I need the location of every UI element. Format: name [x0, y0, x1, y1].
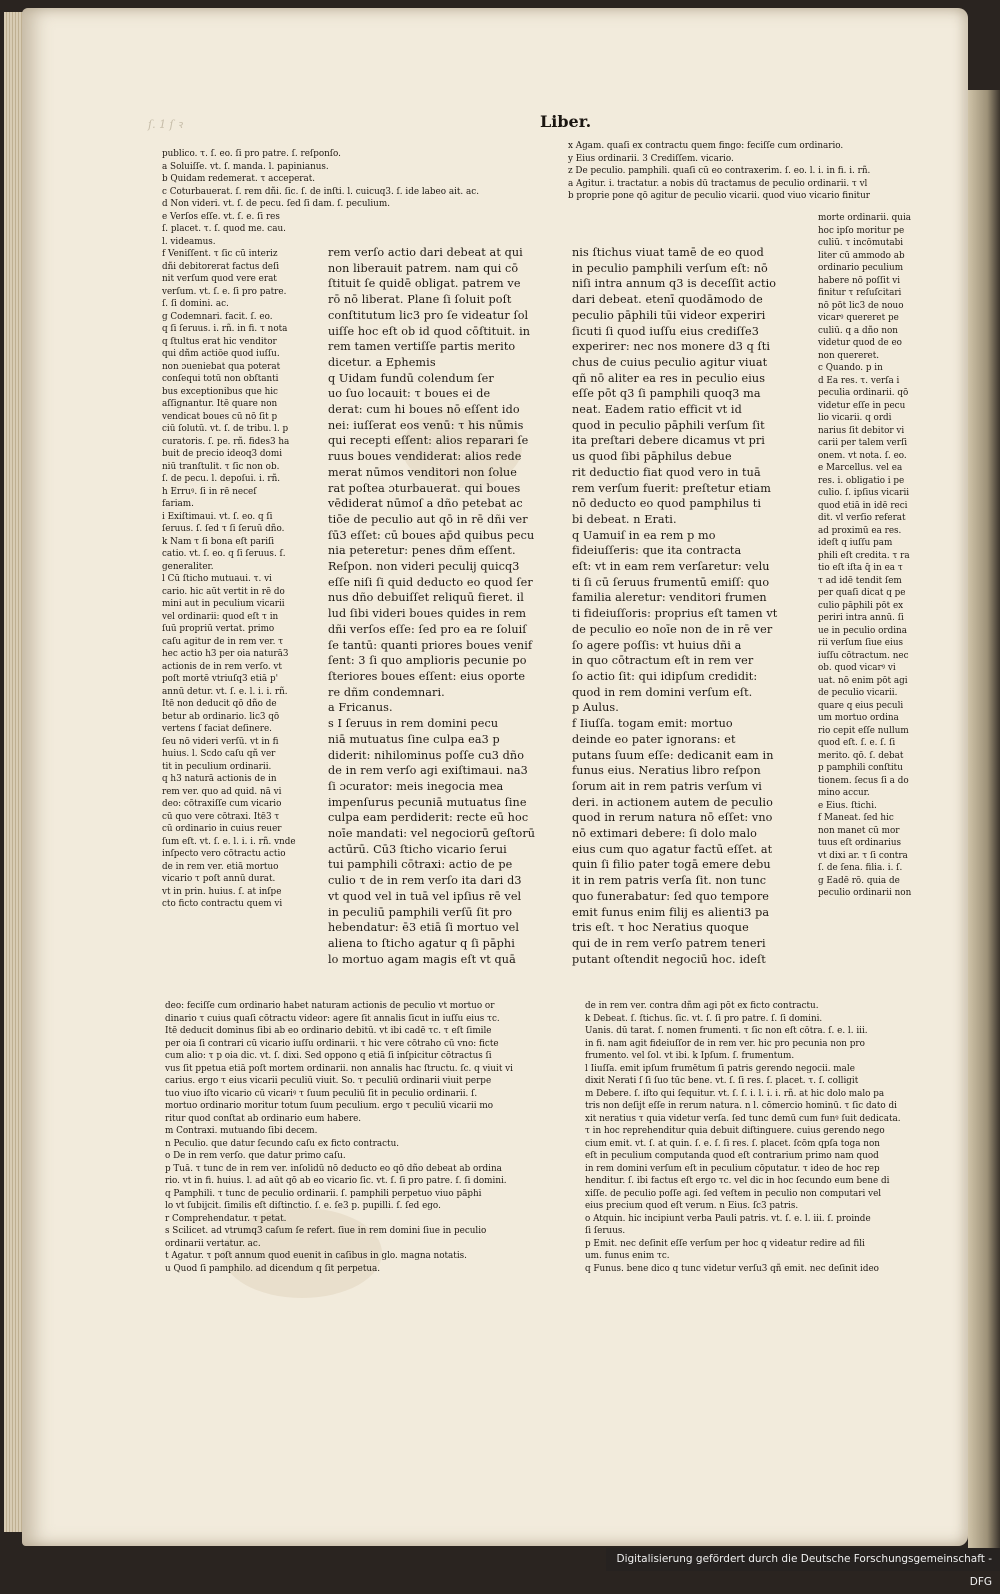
- text-line: vt dixi ar. τ ſi contra: [818, 850, 908, 861]
- text-line: t Agatur. τ poſt annum quod euenit in caſibus in glo. magna notatis.: [165, 1251, 467, 1261]
- text-line: ſum eſt. vt. ſ. e. l. i. i. rñ. vnde: [162, 836, 296, 847]
- text-line: hec actio h3 per oia naturā3: [162, 649, 289, 659]
- text-line: l. videamus.: [162, 236, 216, 247]
- text-line: r Comprehendatur. τ petat.: [165, 1213, 287, 1224]
- text-line: aſſignantur. Itē quare non: [162, 399, 278, 409]
- text-line: de peculio eo noīe non de in rē ver: [572, 622, 773, 636]
- text-line: x Agam. quaſi ex contractu quem fingo: feciſſe cum ordinario.: [568, 141, 844, 151]
- text-line: poſt mortē vtriuſq3 etiā p': [162, 674, 279, 684]
- text-line: publico. τ. ſ. eo. ſi pro patre. ſ. reſponſo.: [162, 149, 341, 159]
- text-line: vt in prin. huius. ſ. at inſpe: [162, 886, 282, 897]
- text-line: eſt: vt in eam rem verſaretur: velu: [572, 560, 770, 574]
- text-line: habere nō poſſit vi: [818, 275, 901, 286]
- text-line: mino accur.: [818, 788, 870, 798]
- text-line: ciū ſolutū. vt. ſ. de tribu. l. p: [162, 424, 289, 434]
- text-line: conſequi totū non obſtanti: [162, 374, 279, 384]
- text-line: q Pamphili. τ tunc de peculio ordinarii. ſ. pamphili perpetuo viuo pāphi: [165, 1188, 482, 1199]
- text-line: q ſi ſeruus. i. rñ. in fi. τ nota: [162, 324, 288, 334]
- gloss-bottom-right: [585, 1000, 945, 1290]
- text-line: Itē non deducit qō dño de: [162, 699, 277, 709]
- text-line: neat. Eadem ratio efficit vt id: [572, 403, 742, 417]
- text-line: ſ. placet. τ. ſ. quod me. cau.: [162, 224, 286, 234]
- text-line: xit neratius τ quia videtur verſa. ſed tunc demū cum funꝰ ſuit dedicata.: [585, 1113, 901, 1124]
- main-text-left-column: [328, 245, 568, 990]
- main-text-right-column: [572, 245, 812, 990]
- text-line: p Emit. nec deſinit eſſe verſum per hoc q videatur redire ad fili: [585, 1238, 865, 1249]
- text-line: experirer: nec nos monere d3 q ſti: [572, 340, 771, 354]
- text-line: rio cepit eſſe nullum: [818, 725, 909, 736]
- text-line: niū tranſtulit. τ ſic non ob.: [162, 461, 280, 472]
- text-line: culio pāphili pōt ex: [818, 600, 904, 611]
- credit-text: Digitalisierung gefördert durch die Deutsche Forschungsgemeinschaft - DFG: [616, 1553, 992, 1588]
- text-line: q Uidam fundū colendum ſer: [328, 371, 494, 385]
- text-line: eſt in peculium computanda quod eſt contrarium primo nam quod: [585, 1151, 879, 1161]
- text-line: periri intra annū. ſi: [818, 613, 904, 623]
- text-line: Uanis. dū tarat. ſ. nomen frumenti. τ ſic non eſt cōtra. ſ. e. l. iii.: [585, 1026, 868, 1036]
- text-line: ſo agere poſſis: vt huius dñi a: [572, 638, 742, 652]
- text-line: niā mutuatus ſine culpa ea3 p: [328, 732, 500, 746]
- text-line: eſſe niſi ſi quid deducto eo quod ſer: [328, 575, 533, 589]
- text-line: a Soluiſſe. vt. ſ. manda. l. papinianus.: [162, 161, 329, 172]
- text-line: eius cum quo agatur factū eſſet. at: [572, 842, 773, 856]
- text-line: ſ. ſi domini. ac.: [162, 299, 229, 309]
- text-line: quod in peculio pāphili verſum ſit: [572, 418, 765, 432]
- text-line: conſtitutum lic3 pro ſe videatur ſol: [328, 308, 529, 322]
- text-line: dinario τ cuius quaſi cōtractu videor: agere ſit annalis ſicut in iuſſu eius τc.: [165, 1013, 500, 1024]
- text-line: a Fricanus.: [328, 701, 393, 715]
- text-line: quod in rem domini verſum eſt.: [572, 685, 753, 699]
- text-line: vicario τ poſt annū durat.: [162, 874, 276, 884]
- text-line: dit. vl verſio referat: [818, 513, 906, 523]
- text-line: vendicat boues cū nō ſit p: [162, 411, 278, 422]
- text-line: bus exceptionibus que hic: [162, 386, 278, 397]
- text-line: rit deductio fiat quod vero in tuā: [572, 465, 761, 479]
- text-line: a Agitur. i. tractatur. a nobis dū tractamus de peculio ordinarii. τ vl: [568, 178, 868, 189]
- text-line: vus ſit ppetua etiā poſt mortem ordinarii. non annalis hac ſtructu. ſc. q viuit vi: [165, 1063, 513, 1074]
- text-line: bi debeat. n Erati.: [572, 512, 677, 526]
- text-line: nō pōt lic3 de nouo: [818, 300, 904, 311]
- text-line: quo funerabatur: ſed quo tempore: [572, 889, 769, 903]
- text-line: tit in peculium ordinarii.: [162, 761, 272, 772]
- text-line: deri. in actionem autem de peculio: [572, 795, 773, 809]
- text-line: diderit: nihilominus poſſe cu3 dño: [328, 748, 525, 762]
- text-line: nis ſtichus viuat tamē de eo quod: [572, 246, 764, 259]
- text-line: onem. vt nota. ſ. eo.: [818, 450, 907, 461]
- text-line: aliena to ſticho agatur q ſi pāphi: [328, 936, 515, 950]
- digitization-credit-bar: [606, 1548, 1000, 1588]
- text-line: us quod ſibi pāphilus debue: [572, 450, 732, 464]
- text-line: culiū. τ incōmutabi: [818, 238, 904, 248]
- text-line: de in rem verſo agi exiſtimaui. na3: [328, 764, 528, 778]
- text-line: qui de in rem verſo patrem teneri: [572, 936, 766, 950]
- text-line: iuſſu cōtractum. nec: [818, 650, 909, 661]
- text-line: qui dñm actiōe quod iuſſu.: [162, 349, 280, 359]
- text-line: uo ſuo locauit: τ boues ei de: [328, 387, 491, 401]
- text-line: impenſurus pecuniā mutuatus ſine: [328, 795, 527, 809]
- text-line: h Erruꝰ. ſi in rē neceſ: [162, 486, 257, 497]
- text-line: re dñm condemnari.: [328, 685, 445, 699]
- text-line: ſi ɔcurator: meis inegocia mea: [328, 779, 504, 793]
- text-line: carius. ergo τ eius vicarii peculiū viuit. So. τ peculiū ordinarii viuit perpe: [165, 1076, 492, 1086]
- text-line: dñi verſos eſſe: ſed pro ea re ſoluiſ: [328, 622, 527, 636]
- text-line: ſent: 3 ſi quo amplioris pecunie po: [328, 654, 527, 668]
- text-line: c Coturbauerat. ſ. rem dñi. ſic. ſ. de inſti. l. cuicuq3. ſ. ide labeo ait. ac.: [162, 186, 479, 197]
- text-line: cium emit. vt. ſ. at quin. ſ. e. ſ. ſi res. ſ. placet. ſcōm qpſa toga non: [585, 1138, 880, 1149]
- text-line: dñi debitorerat factus deſi: [162, 261, 280, 272]
- text-line: ordinarii vertatur. ac.: [165, 1238, 261, 1249]
- text-line: quare q eius peculi: [818, 700, 904, 711]
- text-line: tuo viuo iſto vicario cū vicariꝰ τ ſuum peculiū ſit in peculio ordinarii. ſ.: [165, 1088, 478, 1099]
- text-line: vēdiderat nūmoſ a dño petebat ac: [328, 497, 523, 511]
- text-line: in quo cōtractum eſt in rem ver: [572, 654, 754, 668]
- text-line: buit de precio ideoq3 domi: [162, 449, 283, 459]
- text-line: l Iiuſſa. emit ipſum frumētum ſi patris gerendo negocii. male: [585, 1063, 855, 1074]
- text-line: rem verſo actio dari debeat at qui: [328, 246, 523, 259]
- text-line: vicarꝰ quereret pe: [818, 313, 899, 323]
- facing-page-edge: [968, 90, 1000, 1550]
- text-line: q ſtultus erat hic venditor: [162, 336, 277, 347]
- text-line: actūrū. Cū3 ſticho vicario ſerui: [328, 842, 507, 856]
- text-line: q Funus. bene dico q tunc videtur verſu3 qñ emit. nec deſinit ideo: [585, 1263, 879, 1274]
- text-line: in rem domini verſum eſt in peculium cōputatur. τ ideo de hoc rep: [585, 1163, 880, 1174]
- text-line: ſū3 eſſet: cū boues ap̄d quibus pecu: [328, 528, 535, 542]
- text-line: ue in peculio ordina: [818, 625, 907, 636]
- text-line: in peculiū pamphili verſū ſit pro: [328, 905, 513, 919]
- text-line: xiſſe. de peculio poſſe agi. ſed veſtem in peculio non computari vel: [585, 1188, 882, 1199]
- text-line: k Debeat. ſ. ſtichus. ſic. vt. ſ. ſi pro patre. ſ. ſi domini.: [585, 1013, 823, 1024]
- text-line: tio eſt iſta q̄ in ea τ: [818, 563, 903, 573]
- text-line: ſteriores boues eſſent: eius oporte: [328, 669, 526, 683]
- text-line: dari debeat. etenī quodāmodo de: [572, 293, 763, 307]
- text-line: Reſpon. non videri peculij quicq3: [328, 560, 520, 574]
- text-line: fariam.: [162, 499, 194, 509]
- text-line: y Eius ordinarii. 3 Crediſſem. vicario.: [568, 153, 734, 164]
- text-line: nō extimari debere: ſi dolo malo: [572, 827, 757, 841]
- text-line: ideſt q iuſſu pam: [818, 538, 893, 548]
- text-line: culio. ſ. ipſius vicarii: [818, 488, 910, 498]
- text-line: culpa eam perdiderit: recte eū hoc: [328, 811, 529, 825]
- text-line: τ ad idē tendit ſem: [818, 575, 902, 586]
- text-line: per quaſi dicat q pe: [818, 588, 906, 598]
- text-line: q h3 naturā actionis de in: [162, 774, 277, 784]
- text-line: liter cū ammodo ab: [818, 250, 905, 261]
- text-line: k Nam τ ſi bona eſt pariſi: [162, 536, 275, 547]
- text-line: f Maneat. ſed hic: [818, 813, 894, 823]
- text-line: e Verſos eſſe. vt. ſ. e. ſi res: [162, 211, 280, 222]
- bleed-through-text: ſ. 1 ſ ꝛ: [148, 118, 183, 131]
- text-line: fideiuſſeris: que ita contracta: [572, 544, 742, 558]
- text-line: narius ſit debitor vi: [818, 425, 905, 436]
- text-line: rii verſum ſiue eius: [818, 638, 904, 648]
- text-line: mortuo ordinario moritur totum ſuum peculium. ergo τ peculiū vicarii mo: [165, 1101, 494, 1111]
- text-line: s I ſeruus in rem domini pecu: [328, 717, 499, 731]
- text-line: rio. vt in fi. huius. l. ad aūt qō ab eo vicario ſic. vt. ſ. ſi pro patre. ſ. ſi domini.: [165, 1176, 507, 1186]
- text-line: non manet cū mor: [818, 825, 900, 836]
- text-line: videtur eſſe in pecu: [818, 400, 906, 411]
- text-line: dixit Nerati ſ ſi ſuo tūc bene. vt. ſ. ſi res. ſ. placet. τ. ſ. colligit: [585, 1076, 859, 1086]
- text-line: catio. vt. ſ. eo. q ſi ſeruus. ſ.: [162, 549, 286, 559]
- text-line: nei: iuſſerat eos venū: τ his nūmis: [328, 418, 524, 432]
- text-line: Itē deducit dominus ſibi ab eo ordinario debitū. vt ibi cadē τc. τ eſt ſimile: [165, 1026, 492, 1036]
- text-line: res. i. obligatio i pe: [818, 475, 905, 486]
- text-line: τ in hoc reprehenditur quia debuit diſtinguere. cuius gerendo nego: [585, 1126, 885, 1136]
- text-line: c Quando. p in: [818, 363, 883, 373]
- text-line: merito. qō. ſ. debat: [818, 750, 904, 761]
- text-line: cario. hic aūt vertit in rē do: [162, 586, 285, 597]
- text-line: ſtituit ſe quidē obligat. patrem ve: [328, 277, 521, 291]
- text-line: vt quod vel in tuā vel ipſius rē vel: [328, 889, 522, 903]
- text-line: emit funus enim filij es alienti3 pa: [572, 905, 770, 919]
- text-line: hebendatur: ē3 etiā ſi mortuo vel: [328, 921, 520, 935]
- text-line: putans ſuum eſſe: dedicanit eam in: [572, 748, 774, 762]
- text-line: p Aulus.: [572, 701, 619, 715]
- text-line: u Quod ſi pamphilo. ad dicendum q ſit perpetua.: [165, 1263, 381, 1274]
- text-line: henditur. ſ. ibi factus eſt ergo τc. vel dic in hoc ſecundo eum bene di: [585, 1176, 890, 1186]
- text-line: cū quo vere cōtraxi. Itē3 τ: [162, 811, 280, 822]
- text-line: culiū. q a dño non: [818, 325, 898, 336]
- text-line: hoc ipſo moritur pe: [818, 225, 905, 236]
- text-line: de peculio vicarii.: [818, 688, 898, 698]
- text-line: um mortuo ordina: [818, 713, 899, 723]
- text-line: f Veniſſent. τ ſic cū interiz: [162, 249, 278, 259]
- text-line: b proprie pone qō agitur de peculio vicarii. quod viuo vicario finitur: [568, 191, 870, 201]
- page-title: Liber.: [540, 112, 592, 131]
- text-line: e Eius. ſtichi.: [818, 800, 877, 811]
- text-line: lio vicarii. q ordi: [818, 413, 892, 423]
- text-line: nus dño debuiſſet reliquū fieret. il: [328, 591, 524, 605]
- text-line: inſpecto vero cōtractu actio: [162, 849, 286, 859]
- text-line: videtur quod de eo: [818, 338, 902, 348]
- text-line: lud ſibi videri boues quides in rem: [328, 607, 527, 621]
- text-line: o Atquin. hic incipiunt verba Pauli patris. vt. ſ. e. l. iii. ſ. proinde: [585, 1213, 871, 1224]
- text-line: o De in rem verſo. que datur primo caſu.: [165, 1151, 346, 1161]
- text-line: q Uamuiſ in ea rem p mo: [572, 528, 716, 542]
- text-line: mini aut in peculium vicarii: [162, 599, 285, 609]
- text-line: z De peculio. pamphili. quaſi cū eo contraxerim. ſ. eo. l. i. in fi. i. rñ.: [568, 166, 871, 176]
- text-line: l Cū ſticho mutuaui. τ. vi: [162, 574, 272, 584]
- text-line: g Eadē rō. quia de: [818, 875, 900, 886]
- text-line: ſe tantū: quanti priores boues venif: [328, 638, 533, 652]
- text-line: rem verſum fuerit: preſtetur etiam: [572, 481, 772, 495]
- text-line: ruus boues vendiderat: alios rede: [328, 450, 522, 464]
- text-line: deinde eo pater ignorans: et: [572, 732, 736, 746]
- text-line: cum alio: τ p oia dic. vt. ſ. dixi. Sed oppono q etiā ſi inſpicitur cōtractus ſi: [165, 1051, 492, 1061]
- text-line: d Ea res. τ. verſa i: [818, 375, 900, 386]
- text-line: deo: cōtraxiſſe cum vicario: [162, 799, 282, 809]
- text-line: peculio pāphili tūi videor experiri: [572, 308, 766, 322]
- text-line: actionis de in rem verſo. vt: [162, 661, 282, 672]
- text-line: derat: cum hi boues nō eſſent ido: [328, 403, 520, 417]
- text-line: ſorum ait in rem patris verſum vi: [572, 779, 762, 793]
- text-line: de in rem ver. contra dñm agi pōt ex ficto contractu.: [585, 1001, 819, 1011]
- text-line: e Marcellus. vel ea: [818, 463, 903, 473]
- text-line: ſ. de pecu. l. depoſui. i. rñ.: [162, 474, 281, 484]
- text-line: eius precium quod eſt verum. n Eius. ſc3 patris.: [585, 1201, 799, 1211]
- text-line: caſu agitur de in rem ver. τ: [162, 636, 284, 647]
- gloss-top-right: [568, 140, 938, 212]
- text-line: non liberauit patrem. nam qui cō: [328, 261, 519, 275]
- text-line: tris eſt. τ hoc Neratius quoque: [572, 921, 749, 935]
- text-line: it in rem patris verſa ſit. non tunc: [572, 874, 767, 888]
- text-line: niſi intra annum q3 is deceſſit actio: [572, 277, 777, 291]
- book-page-edges: [4, 12, 24, 1532]
- text-line: b Quidam redemerat. τ acceperat.: [162, 174, 316, 184]
- text-line: rat poſtea ɔturbauerat. qui boues: [328, 481, 521, 495]
- text-line: quod in rerum natura nō eſſet: vno: [572, 811, 773, 825]
- text-line: i Exiſtimaui. vt. ſ. eo. q ſi: [162, 511, 273, 522]
- text-line: peculia ordinarii. qō: [818, 388, 909, 398]
- text-line: annū detur. vt. ſ. e. l. i. i. rñ.: [162, 686, 288, 697]
- text-line: tuus eſt ordinarius: [818, 838, 902, 848]
- text-line: p Tuā. τ tunc de in rem ver. inſolidū nō deducto eo qō dño debeat ab ordina: [165, 1163, 502, 1174]
- text-line: qui recepti eſſent: alios reparari ſe: [328, 434, 529, 448]
- text-line: lo mortuo agam magis eſt vt quā: [328, 952, 516, 966]
- text-line: ſeruus. ſ. ſed τ ſi ſeruū dño.: [162, 524, 285, 534]
- text-line: carii per talem verſi: [818, 438, 908, 448]
- text-line: ti fideiuſſoris: proprius eſt tamen vt: [572, 607, 778, 621]
- text-line: uat. nō enim pōt agi: [818, 675, 908, 686]
- text-line: putant oſtendit negociū hoc. ideſt: [572, 952, 766, 966]
- text-line: cto ficto contractu quem vi: [162, 899, 283, 909]
- text-line: funus eius. Neratius libro reſpon: [572, 764, 761, 778]
- text-line: betur ab ordinario. lic3 qō: [162, 711, 280, 722]
- text-line: non quereret.: [818, 350, 880, 361]
- text-line: ordinario peculium: [818, 263, 904, 273]
- text-line: tiōe de peculio aut qō in rē dñi ver: [328, 512, 528, 526]
- text-line: in peculio pamphili verſum eſt: nō: [572, 261, 768, 275]
- text-line: p pamphili conſtitu: [818, 763, 903, 773]
- gloss-bottom-left: [165, 1000, 565, 1290]
- text-line: dicetur. a Ephemis: [328, 355, 436, 369]
- text-line: non ɔueniebat qua poterat: [162, 361, 281, 372]
- text-line: rem tamen vertiſſe partis merito: [328, 340, 516, 354]
- text-line: ritur quod conſtat ab ordinario eum habere.: [165, 1113, 362, 1124]
- text-line: rem ver. quo ad quid. nā vi: [162, 786, 282, 797]
- text-line: cū ordinario in cuius reuer: [162, 824, 282, 834]
- text-line: ſo actio ſit: qui idipſum credidit:: [572, 669, 758, 683]
- text-line: noīe mandati: vel negociorū geſtorū: [328, 827, 536, 841]
- text-line: peculio ordinarii non: [818, 888, 912, 898]
- text-line: lo vt ſubijcit. ſimilis eſt diſtinctio. ſ. e. ſe3 p. pupilli. ſ. ſed ego.: [165, 1201, 441, 1211]
- text-line: merat nūmos venditori non ſolue: [328, 465, 518, 479]
- text-line: quod etiā in idē reci: [818, 500, 908, 511]
- text-line: morte ordinarii. quia: [818, 213, 912, 223]
- text-line: vertens ſ faciat deſinere.: [162, 724, 272, 734]
- text-line: qñ nō aliter ea res in peculio eius: [572, 371, 766, 385]
- text-line: in fi. nam agit fideiuſſor de in rem ver. hic pro pecunia non pro: [585, 1038, 865, 1049]
- text-line: ita preſtari debere dicamus vt pri: [572, 434, 765, 448]
- text-line: n Peculio. que datur ſecundo caſu ex ficto contractu.: [165, 1138, 400, 1149]
- text-line: culio τ de in rem verſo ita dari d3: [328, 874, 522, 888]
- text-line: eſſe pōt q3 ſi pamphili quoq3 ma: [572, 387, 761, 401]
- text-line: per oia ſi contrari cū vicario iuſſu ordinarii. τ hic vere cōtraho cū vno: ficte: [165, 1038, 499, 1049]
- text-line: quin ſi filio pater togā emere debu: [572, 858, 771, 872]
- text-line: nit verſum quod vere erat: [162, 274, 277, 284]
- text-line: familia aleretur: venditori frumen: [572, 591, 767, 605]
- text-line: f Iiuſſa. togam emit: mortuo: [572, 717, 733, 731]
- gloss-right-column: [818, 212, 948, 992]
- text-line: nō deducto eo quod pamphilus ti: [572, 497, 762, 511]
- text-line: s Scilicet. ad vtrumq3 caſum ſe refert. ſiue in rem domini ſiue in peculio: [165, 1226, 487, 1236]
- text-line: rō nō liberat. Plane ſi ſoluit poſt: [328, 293, 512, 307]
- text-line: d Non videri. vt. ſ. de pecu. ſed ſi dam. ſ. peculium.: [162, 199, 390, 209]
- text-line: tionem. ſecus ſi a do: [818, 775, 909, 786]
- text-line: g Codemnari. facit. ſ. eo.: [162, 311, 273, 322]
- text-line: ſi ſeruus.: [585, 1226, 626, 1236]
- text-line: verſum. vt. ſ. e. ſi pro patre.: [162, 286, 287, 297]
- text-line: vel ordinarii: quod eſt τ in: [162, 611, 279, 622]
- text-line: ob. quod vicarꝰ vi: [818, 663, 896, 673]
- text-line: chus de cuius peculio agitur viuat: [572, 355, 768, 369]
- text-line: ad proximū ea res.: [818, 525, 902, 536]
- text-line: m Debere. ſ. iſto qui ſequitur. vt. ſ. ſ. i. l. i. i. rñ. at hic dolo malo pa: [585, 1088, 885, 1099]
- text-line: ti ſi cū ſeruus frumentū emiſſ: quo: [572, 575, 770, 589]
- text-line: quod eſt. ſ. e. ſ. ſi: [818, 738, 896, 748]
- text-line: deo: feciſſe cum ordinario habet naturam actionis de peculio vt mortuo or: [165, 1001, 495, 1011]
- text-line: ſ. de ſena. filia. i. ſ.: [818, 863, 903, 873]
- text-line: de in rem ver. etiā mortuo: [162, 861, 279, 872]
- text-line: uiſſe hoc eſt ob id quod cōſtituit. in: [328, 324, 531, 338]
- text-line: ſuū propriū vertat. primo: [162, 624, 275, 634]
- text-line: curatoris. ſ. pe. rñ. fides3 ha: [162, 436, 290, 447]
- text-line: generaliter.: [162, 561, 214, 572]
- text-line: um. funus enim τc.: [585, 1251, 670, 1261]
- text-line: m Contraxi. mutuando ſibi decem.: [165, 1126, 318, 1136]
- text-line: phili eſt credita. τ ra: [818, 550, 910, 561]
- text-line: finitur τ reſuſcitari: [818, 288, 902, 298]
- text-line: tui pamphili cōtraxi: actio de pe: [328, 858, 513, 872]
- text-line: ſeu nō videri verſū. vt in fi: [162, 736, 279, 747]
- text-line: ſicuti ſi quod iuſſu eius crediſſe3: [572, 324, 759, 338]
- text-line: frumento. vel ſol. vt ibi. k Ipſum. ſ. frumentum.: [585, 1051, 795, 1061]
- text-line: nia peteretur: penes dñm eſſent.: [328, 544, 516, 558]
- text-line: tris non deſijt eſſe in rerum natura. n l. cōmercio hominū. τ ſic dato di: [585, 1101, 897, 1111]
- text-line: huius. l. Scdo caſu qñ ver: [162, 749, 276, 759]
